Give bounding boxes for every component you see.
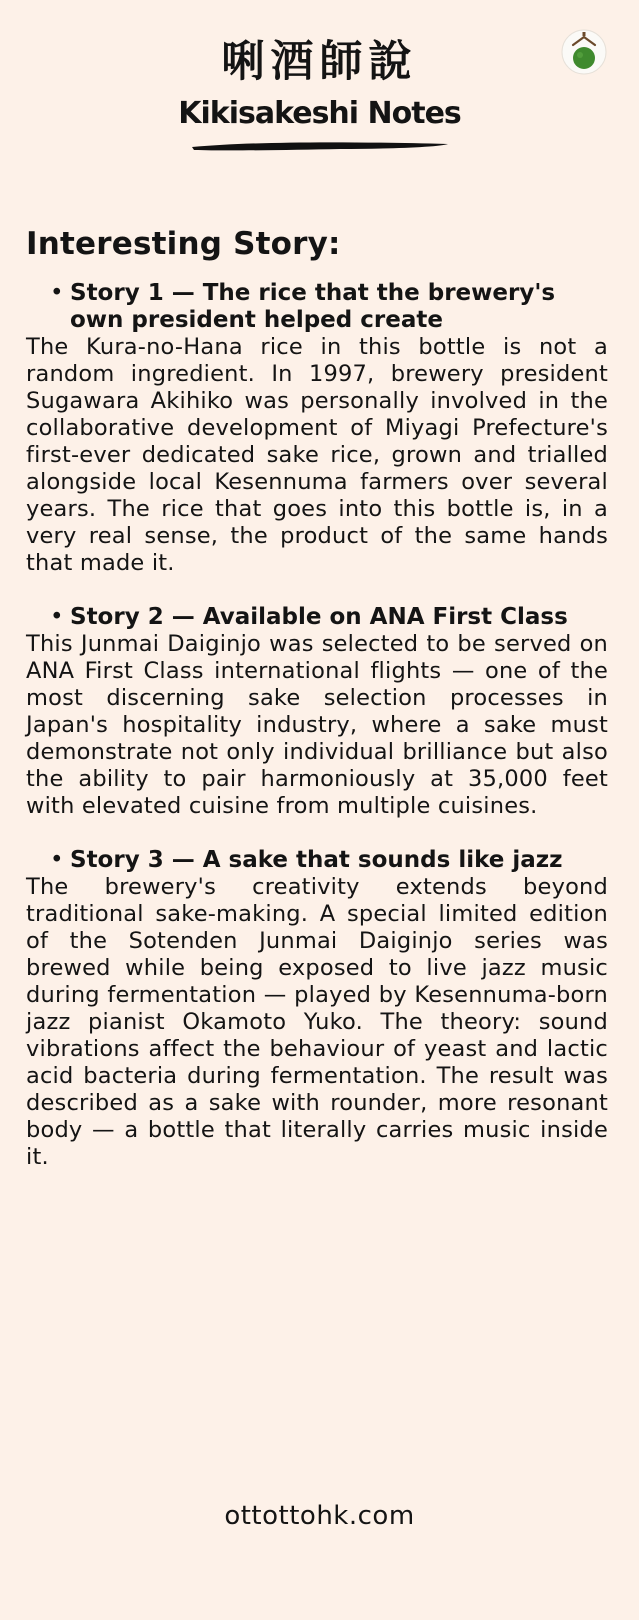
- story-section: [26, 222, 608, 1171]
- story-item-2: [26, 604, 608, 820]
- story-title: • Story 2 — Available on ANA First Class: [70, 604, 608, 631]
- story-item-3: [26, 847, 608, 1171]
- brand-logo-icon: [561, 28, 607, 76]
- story-body: This Junmai Daiginjo was selected to be served on ANA First Class international flights — one of the most discerning sake selection processes in Japan's hospitality industry, where a sake must demonstrate not only individual brilliance but also the ability to pair harmoniously at 35,000 feet with elevated cuisine from multiple cuisines.: [26, 631, 608, 819]
- story-title: • Story 3 — A sake that sounds like jazz: [70, 847, 608, 874]
- footer-website-link[interactable]: ottottohk.com: [224, 1501, 415, 1531]
- story-item-1: [26, 280, 608, 577]
- story-title: • Story 1 — The rice that the brewery's own president helped create: [70, 280, 608, 334]
- story-body: The Kura-no-Hana rice in this bottle is not a random ingredient. In 1997, brewery president Sugawara Akihiko was personally involved in the collaborative development of Miyagi Prefecture's first-ever dedicated sake rice, grown and trialled alongside local Kesennuma farmers over several years. The rice that goes into this bottle is, in a very real sense, the product of the same hands that made it.: [26, 334, 608, 576]
- brush-underline: [190, 138, 450, 154]
- page-title-english: Kikisakeshi Notes: [178, 96, 461, 131]
- story-body: The brewery's creativity extends beyond traditional sake-making. A special limited edition of the Sotenden Junmai Daiginjo series was brewed while being exposed to live jazz music during fermentation — played by Kesennuma-born jazz pianist Okamoto Yuko. The theory: sound vibrations affect the behaviour of yeast and lactic acid bacteria during fermentation. The result was described as a sake with rounder, more resonant body — a bottle that literally carries music inside it.: [26, 874, 608, 1170]
- section-heading: Interesting Story:: [26, 226, 341, 262]
- page-header: [0, 0, 639, 170]
- page-title-chinese: 唎酒師說: [221, 37, 418, 87]
